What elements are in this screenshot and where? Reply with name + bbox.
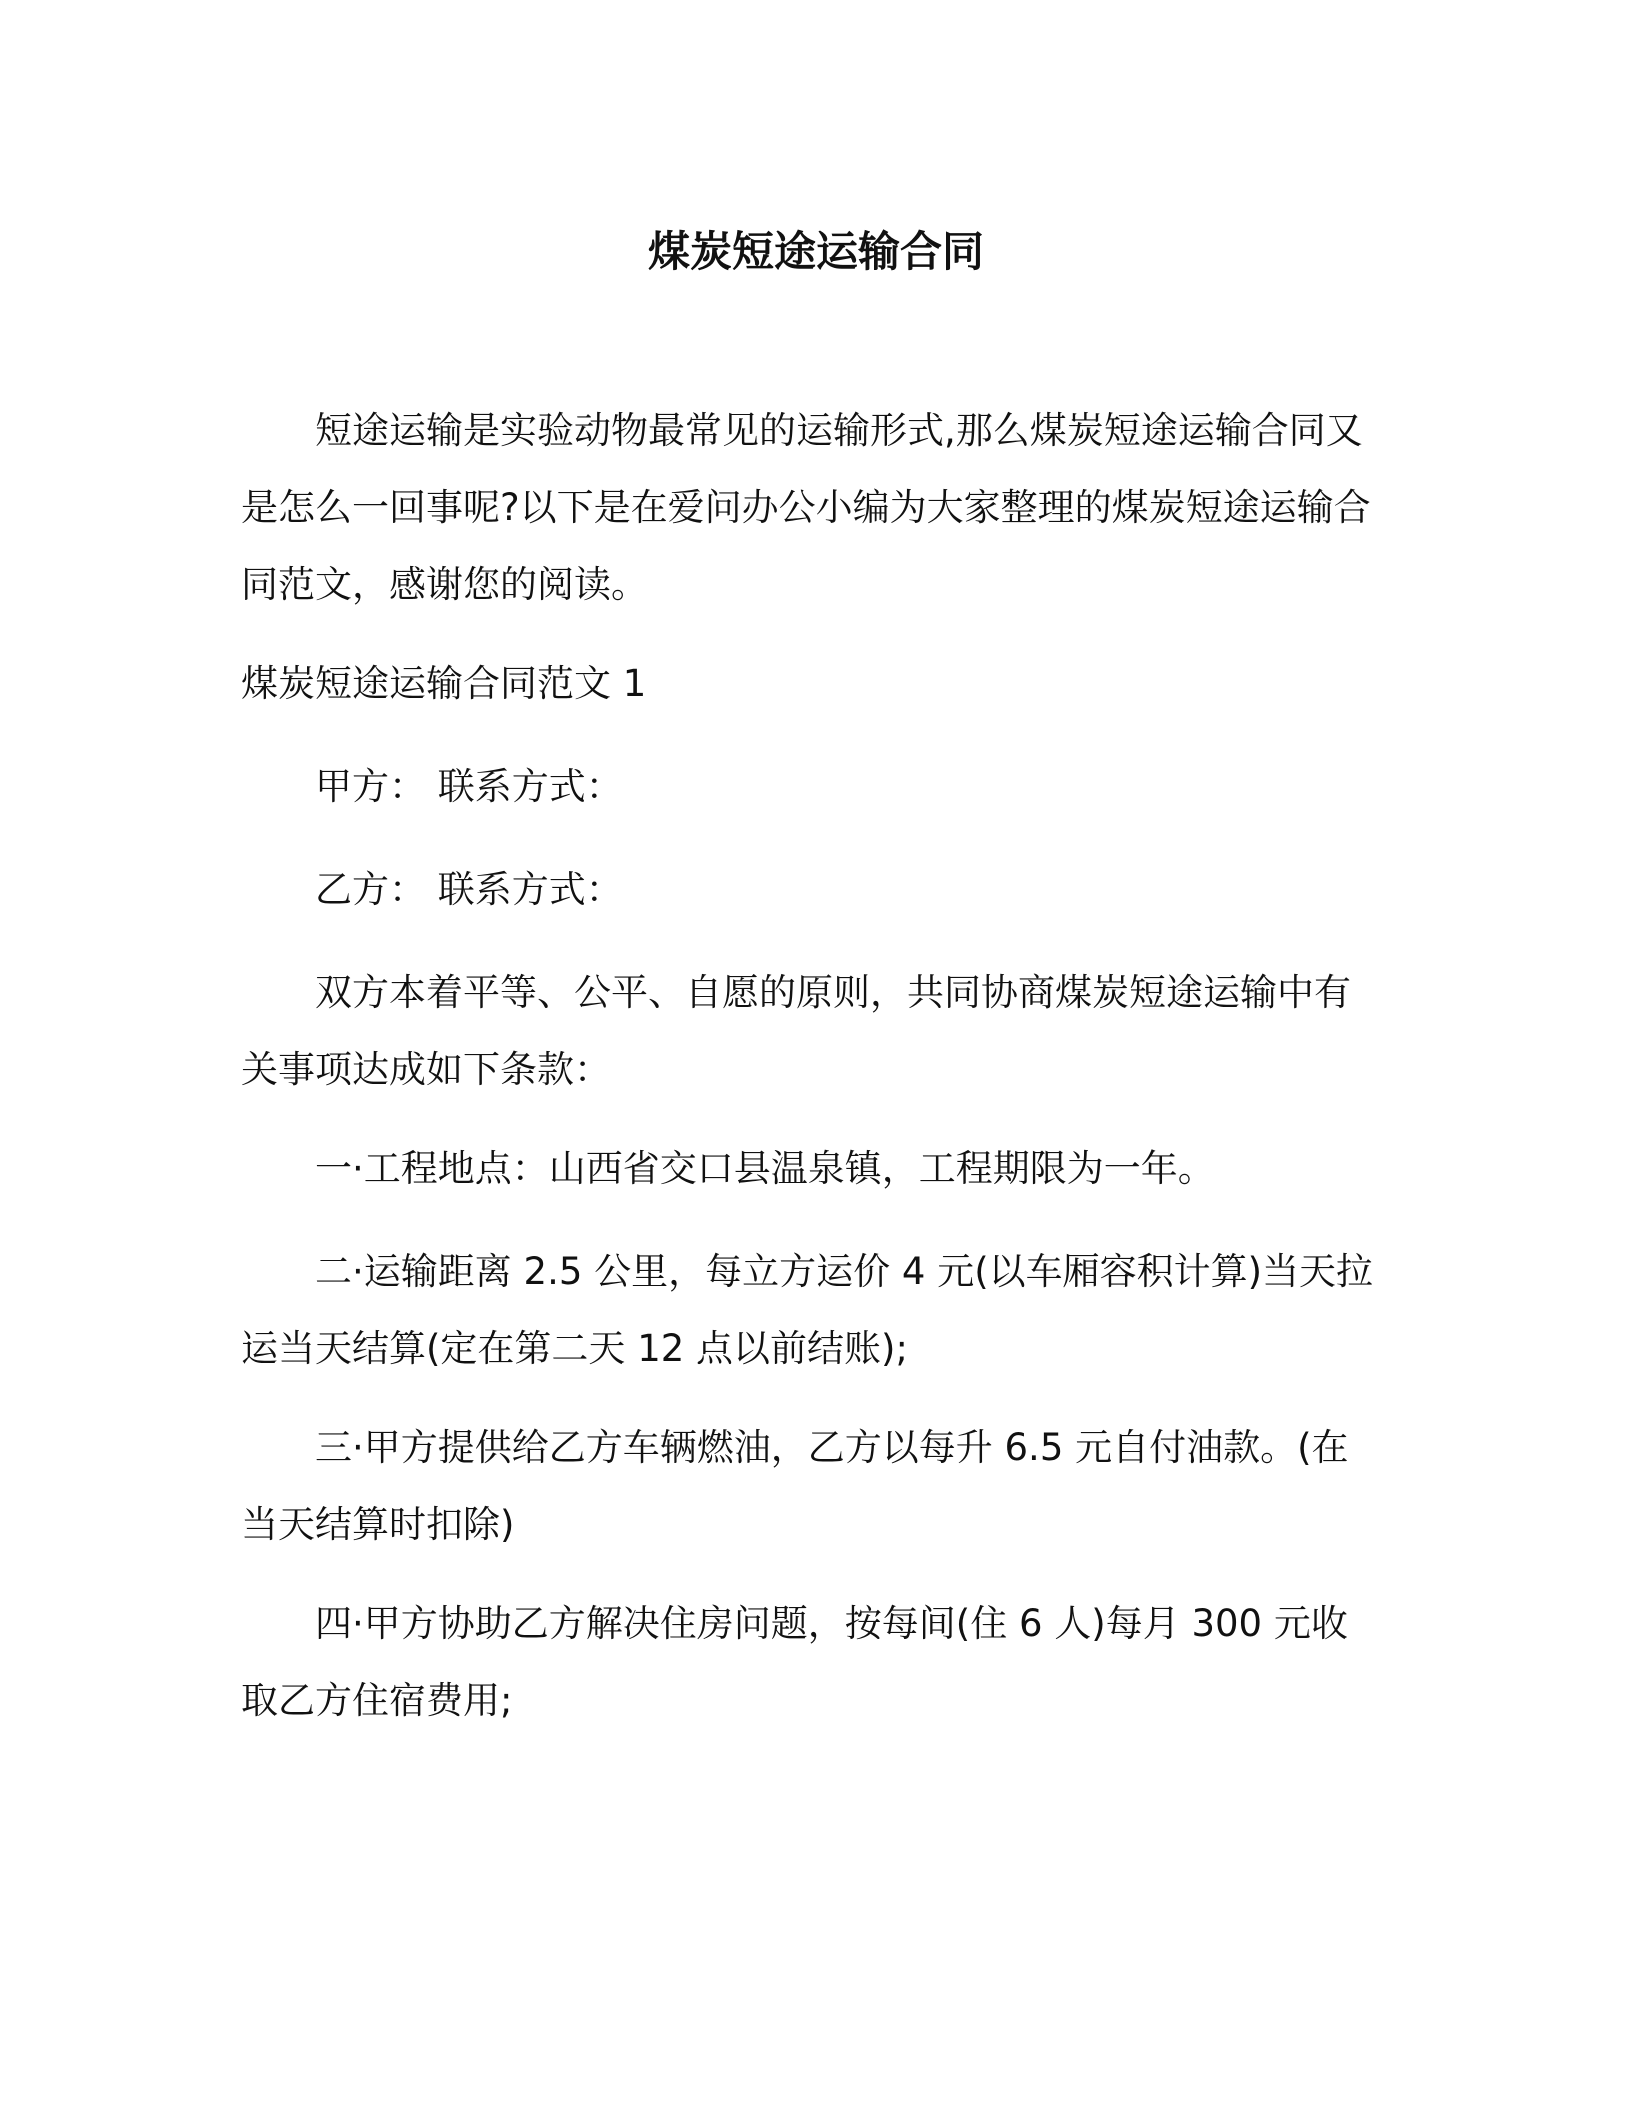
document-title: 煤炭短途运输合同 xyxy=(647,227,984,276)
clause-1: 一·工程地点：山西省交口县温泉镇，工程期限为一年。 xyxy=(315,1147,1215,1190)
party-b-line: 乙方： 联系方式： xyxy=(315,868,623,911)
clause-3: 三·甲方提供给乙方车辆燃油，乙方以每升 6.5 元自付油款。(在当天结算时扣除) xyxy=(241,1426,1349,1546)
preamble-paragraph: 双方本着平等、公平、自愿的原则，共同协商煤炭短途运输中有关事项达成如下条款： xyxy=(241,971,1351,1091)
party-a-line: 甲方： 联系方式： xyxy=(315,765,623,808)
section-heading: 煤炭短途运输合同范文 1 xyxy=(241,662,647,705)
clause-4: 四·甲方协助乙方解决住房问题，按每间(住 6 人)每月 300 元收取乙方住宿费用; xyxy=(241,1602,1348,1722)
clause-2: 二·运输距离 2.5 公里，每立方运价 4 元(以车厢容积计算)当天拉运当天结算(定在第二天 12 点以前结账); xyxy=(241,1250,1374,1370)
intro-paragraph: 短途运输是实验动物最常见的运输形式,那么煤炭短途运输合同又是怎么一回事呢?以下是在爱问办公小编为大家整理的煤炭短途运输合同范文，感谢您的阅读。 xyxy=(241,409,1371,606)
